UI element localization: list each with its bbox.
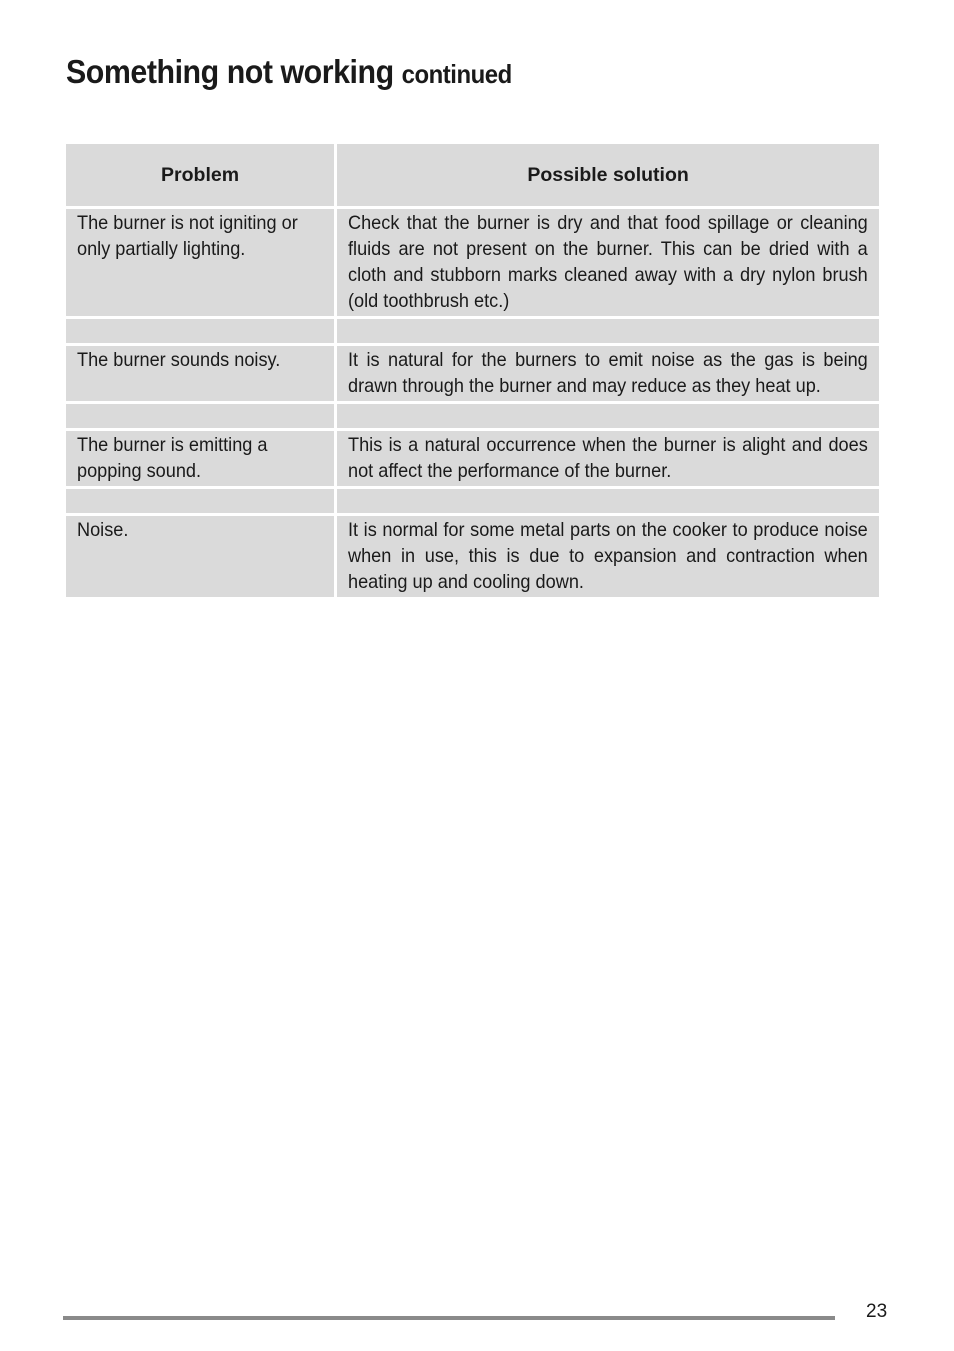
problem-cell <box>66 209 334 316</box>
page-title <box>66 52 512 94</box>
solution-cell <box>337 516 879 597</box>
table-header-row <box>66 144 879 206</box>
table-row <box>66 346 879 401</box>
spacer-row <box>66 319 879 343</box>
spacer-cell <box>66 489 334 513</box>
spacer-row <box>66 404 879 428</box>
solution-cell <box>337 209 879 316</box>
problem-cell <box>66 516 334 597</box>
problem-cell <box>66 346 334 401</box>
problem-text: The burner sounds noisy. <box>77 349 281 371</box>
problem-text: The burner is not igniting or only partially lighting. <box>77 212 298 260</box>
troubleshooting-table <box>63 141 882 600</box>
problem-text: Noise. <box>77 519 129 541</box>
page-title-suffix: continued <box>401 59 512 89</box>
table-row <box>66 516 879 597</box>
page-number: 23 <box>866 1301 888 1322</box>
page-title-main: Something not working <box>66 53 394 90</box>
problem-text: The burner is emitting a popping sound. <box>77 434 268 482</box>
solution-text: Check that the burner is dry and that food spillage or cleaning fluids are not present on the burner. This can be dried with a cloth and stubborn marks cleaned away with a dry nylon brush (old toothbrush etc.) <box>348 212 868 312</box>
spacer-row <box>66 489 879 513</box>
solution-text: It is natural for the burners to emit noise as the gas is being drawn through the burner and may reduce as they heat up. <box>348 349 868 397</box>
spacer-cell <box>66 319 334 343</box>
table-row <box>66 209 879 316</box>
column-header-problem: Problem <box>66 144 334 206</box>
footer-rule <box>63 1316 835 1320</box>
column-header-solution: Possible solution <box>337 144 879 206</box>
solution-text: It is normal for some metal parts on the cooker to produce noise when in use, this is due to expansion and contraction when heating up and cooling down. <box>348 519 868 593</box>
solution-text: This is a natural occurrence when the burner is alight and does not affect the performance of the burner. <box>348 434 868 482</box>
problem-cell <box>66 431 334 486</box>
spacer-cell <box>337 404 879 428</box>
spacer-cell <box>337 319 879 343</box>
table-row <box>66 431 879 486</box>
solution-cell <box>337 431 879 486</box>
solution-cell <box>337 346 879 401</box>
spacer-cell <box>66 404 334 428</box>
spacer-cell <box>337 489 879 513</box>
